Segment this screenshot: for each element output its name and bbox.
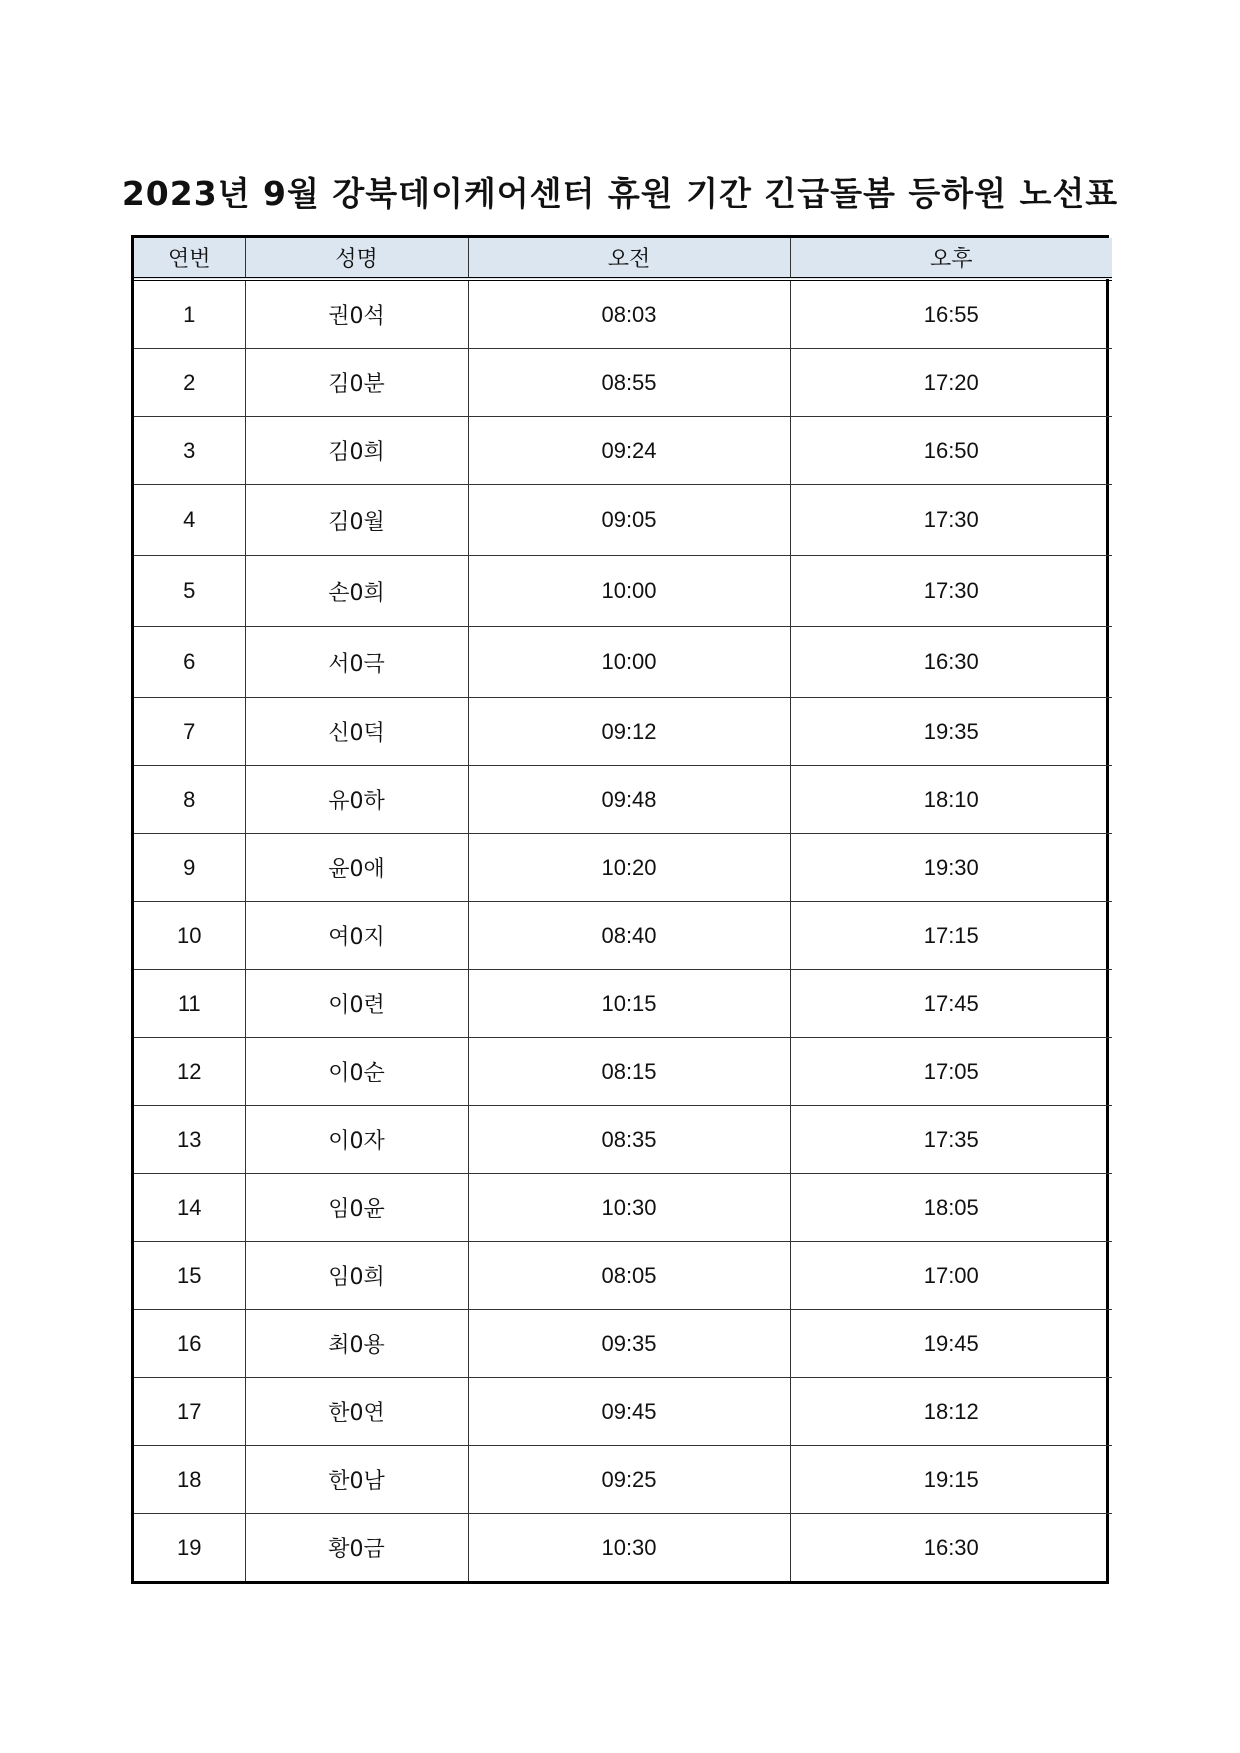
table-row	[134, 485, 1112, 556]
cell-name: 한0연	[245, 1378, 468, 1446]
cell-name: 권0석	[245, 279, 468, 349]
cell-morning-time: 09:24	[468, 417, 790, 485]
cell-afternoon-time: 17:35	[790, 1106, 1112, 1174]
cell-name: 서0극	[245, 627, 468, 698]
cell-number: 14	[134, 1174, 245, 1242]
cell-number: 5	[134, 556, 245, 627]
cell-number: 15	[134, 1242, 245, 1310]
cell-number: 1	[134, 279, 245, 349]
cell-number: 3	[134, 417, 245, 485]
cell-morning-time: 10:15	[468, 970, 790, 1038]
table-row	[134, 627, 1112, 698]
cell-number: 17	[134, 1378, 245, 1446]
table-row	[134, 834, 1112, 902]
cell-afternoon-time: 16:50	[790, 417, 1112, 485]
cell-morning-time: 09:35	[468, 1310, 790, 1378]
table-row	[134, 766, 1112, 834]
cell-morning-time: 09:45	[468, 1378, 790, 1446]
cell-morning-time: 10:00	[468, 627, 790, 698]
table-body	[134, 279, 1112, 1581]
header-afternoon: 오후	[790, 238, 1112, 279]
table-row	[134, 970, 1112, 1038]
table-row	[134, 902, 1112, 970]
cell-afternoon-time: 17:20	[790, 349, 1112, 417]
cell-afternoon-time: 18:05	[790, 1174, 1112, 1242]
cell-morning-time: 08:03	[468, 279, 790, 349]
cell-afternoon-time: 19:15	[790, 1446, 1112, 1514]
cell-number: 11	[134, 970, 245, 1038]
cell-number: 10	[134, 902, 245, 970]
cell-afternoon-time: 18:12	[790, 1378, 1112, 1446]
cell-name: 여0지	[245, 902, 468, 970]
cell-number: 4	[134, 485, 245, 556]
table-row	[134, 279, 1112, 349]
route-table-frame	[131, 235, 1109, 1584]
cell-name: 신0덕	[245, 698, 468, 766]
cell-number: 16	[134, 1310, 245, 1378]
cell-number: 8	[134, 766, 245, 834]
cell-afternoon-time: 17:30	[790, 556, 1112, 627]
cell-afternoon-time: 17:15	[790, 902, 1112, 970]
cell-name: 황0금	[245, 1514, 468, 1582]
cell-morning-time: 09:05	[468, 485, 790, 556]
cell-afternoon-time: 19:45	[790, 1310, 1112, 1378]
cell-name: 이0순	[245, 1038, 468, 1106]
cell-morning-time: 10:30	[468, 1174, 790, 1242]
cell-name: 유0하	[245, 766, 468, 834]
cell-name: 김0희	[245, 417, 468, 485]
table-row	[134, 1106, 1112, 1174]
cell-afternoon-time: 17:45	[790, 970, 1112, 1038]
cell-number: 19	[134, 1514, 245, 1582]
header-number: 연번	[134, 238, 245, 279]
cell-number: 6	[134, 627, 245, 698]
cell-number: 2	[134, 349, 245, 417]
cell-number: 12	[134, 1038, 245, 1106]
cell-name: 이0자	[245, 1106, 468, 1174]
table-row	[134, 1446, 1112, 1514]
cell-afternoon-time: 19:30	[790, 834, 1112, 902]
cell-morning-time: 10:30	[468, 1514, 790, 1582]
cell-afternoon-time: 16:55	[790, 279, 1112, 349]
table-row	[134, 349, 1112, 417]
cell-morning-time: 08:15	[468, 1038, 790, 1106]
table-row	[134, 1378, 1112, 1446]
cell-name: 최0용	[245, 1310, 468, 1378]
header-morning: 오전	[468, 238, 790, 279]
cell-afternoon-time: 16:30	[923, 1534, 979, 1560]
cell-name: 임0희	[245, 1242, 468, 1310]
cell-name: 이0련	[245, 970, 468, 1038]
table-row	[134, 1038, 1112, 1106]
cell-number: 13	[134, 1106, 245, 1174]
cell-morning-time: 08:35	[468, 1106, 790, 1174]
table-row	[134, 1242, 1112, 1310]
cell-morning-time: 08:55	[468, 349, 790, 417]
table-header-row	[134, 238, 1112, 279]
cell-afternoon-time: 17:05	[790, 1038, 1112, 1106]
document-title: 2023년 9월 강북데이케어센터 휴원 기간 긴급돌봄 등하원 노선표	[121, 174, 1119, 213]
table-row	[134, 698, 1112, 766]
cell-name: 임0윤	[245, 1174, 468, 1242]
cell-morning-time: 10:20	[468, 834, 790, 902]
table-row	[134, 556, 1112, 627]
cell-morning-time: 08:40	[468, 902, 790, 970]
cell-afternoon-time: 16:30	[790, 627, 1112, 698]
route-table	[134, 238, 1112, 1581]
cell-number: 18	[134, 1446, 245, 1514]
cell-number: 9	[134, 834, 245, 902]
cell-morning-time: 09:12	[468, 698, 790, 766]
cell-name: 손0희	[245, 556, 468, 627]
cell-morning-time: 09:48	[468, 766, 790, 834]
cell-name: 김0분	[245, 349, 468, 417]
table-row	[134, 1514, 1112, 1582]
cell-afternoon-time: 17:30	[790, 485, 1112, 556]
cell-name: 윤0애	[245, 834, 468, 902]
table-row	[134, 1310, 1112, 1378]
table-row	[134, 1174, 1112, 1242]
header-name: 성명	[245, 238, 468, 279]
cell-afternoon-time: 18:10	[790, 766, 1112, 834]
cell-morning-time: 09:25	[468, 1446, 790, 1514]
cell-afternoon-time: 19:35	[790, 698, 1112, 766]
cell-morning-time: 10:00	[468, 556, 790, 627]
cell-name: 한0남	[245, 1446, 468, 1514]
cell-afternoon-time: 17:00	[790, 1242, 1112, 1310]
cell-name: 김0월	[245, 485, 468, 556]
cell-morning-time: 08:05	[468, 1242, 790, 1310]
table-row	[134, 417, 1112, 485]
cell-number: 7	[134, 698, 245, 766]
